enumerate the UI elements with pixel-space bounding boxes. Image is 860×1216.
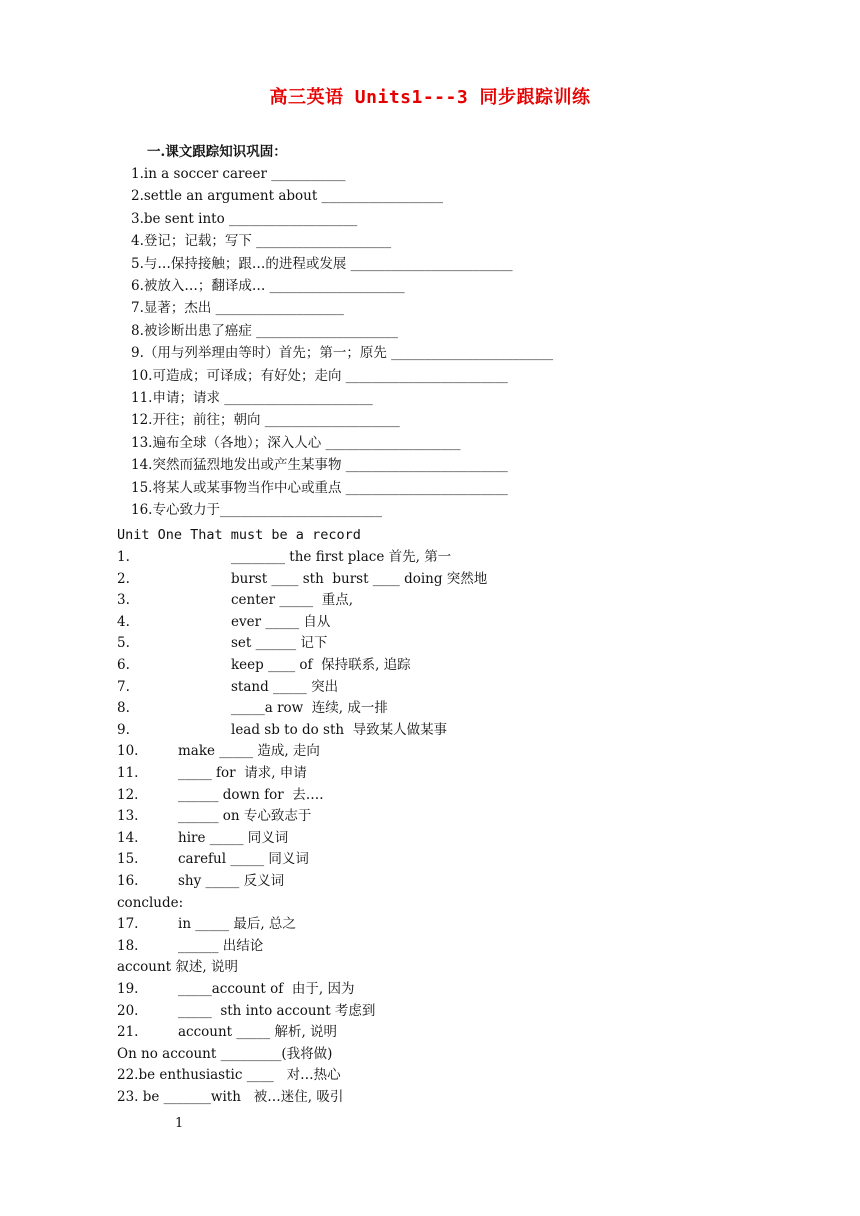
vocab-item: On no account _________(我将做) bbox=[117, 1045, 333, 1062]
item-number: 20. bbox=[117, 1002, 139, 1019]
vocab-item: 22.be enthusiastic ____ 对…热心 bbox=[117, 1067, 341, 1084]
exercise-item: 15.将某人或某事物当作中心或重点 ________________________ bbox=[131, 479, 508, 496]
vocab-item: careful _____ 同义词 bbox=[178, 851, 309, 868]
item-number: 16. bbox=[117, 873, 139, 889]
vocab-item: set ______ 记下 bbox=[231, 635, 328, 652]
vocab-item: 23. be _______with 被…迷住, 吸引 bbox=[117, 1089, 344, 1105]
vocab-item: ______ 出结论 bbox=[178, 937, 264, 954]
item-number: 12. bbox=[117, 786, 139, 803]
vocab-item: lead sb to do sth 导致某人做某事 bbox=[231, 721, 448, 738]
unit-heading: Unit One That must be a record bbox=[117, 527, 361, 543]
exercise-item: 6.被放入…；翻译成… ____________________ bbox=[131, 278, 405, 294]
item-number: 6. bbox=[117, 657, 130, 673]
exercise-item: 3.be sent into ___________________ bbox=[131, 210, 358, 227]
vocab-item: in _____ 最后, 总之 bbox=[178, 916, 296, 933]
exercise-item: 14.突然而猛烈地发出或产生某事物 ________________________ bbox=[131, 457, 508, 474]
vocab-item: conclude: bbox=[117, 894, 184, 911]
exercise-item: 8.被诊断出患了癌症 _____________________ bbox=[131, 322, 398, 339]
vocab-item: hire _____ 同义词 bbox=[178, 829, 289, 846]
item-number: 8. bbox=[117, 700, 130, 717]
item-number: 2. bbox=[117, 570, 130, 587]
exercise-item: 5.与…保持接触；跟…的进程或发展 ________________________ bbox=[131, 255, 513, 272]
item-number: 3. bbox=[117, 592, 130, 609]
document-title: 高三英语 Units1---3 同步跟踪训练 bbox=[269, 87, 591, 108]
section-heading: 一.课文跟踪知识巩固： bbox=[147, 144, 287, 160]
exercise-item: 13.遍布全球（各地）；深入人心 ____________________ bbox=[131, 434, 461, 451]
exercise-item: 1.in a soccer career ___________ bbox=[131, 166, 346, 182]
vocab-item: keep ____ of 保持联系, 追踪 bbox=[231, 657, 411, 673]
vocab-item: _____account of 由于, 因为 bbox=[178, 981, 355, 997]
item-number: 14. bbox=[117, 829, 139, 846]
item-number: 10. bbox=[117, 743, 139, 760]
item-number: 7. bbox=[117, 678, 130, 695]
item-number: 1. bbox=[117, 549, 130, 565]
exercise-item: 2.settle an argument about __________________ bbox=[131, 188, 444, 205]
vocab-item: ever _____ 自从 bbox=[231, 613, 331, 630]
item-number: 13. bbox=[117, 808, 139, 825]
exercise-item: 10.可造成；可译成；有好处；走向 ________________________ bbox=[131, 367, 508, 384]
vocab-item: stand _____ 突出 bbox=[231, 678, 339, 695]
item-number: 18. bbox=[117, 937, 139, 954]
item-number: 5. bbox=[117, 635, 130, 652]
exercise-item: 9.（用与列举理由等时）首先；第一；原先 ________________________ bbox=[131, 345, 554, 362]
vocab-item: shy _____ 反义词 bbox=[178, 873, 285, 889]
vocab-item: make _____ 造成, 走向 bbox=[178, 743, 320, 760]
item-number: 19. bbox=[117, 981, 139, 997]
vocab-item: account 叙述, 说明 bbox=[117, 959, 238, 976]
vocab-item: center _____ 重点, bbox=[231, 592, 354, 609]
exercise-item: 16.专心致力于________________________ bbox=[131, 502, 382, 518]
item-number: 9. bbox=[117, 721, 130, 738]
exercise-item: 11.申请；请求 ______________________ bbox=[131, 390, 373, 406]
vocab-item: ________ the first place 首先, 第一 bbox=[231, 549, 452, 565]
exercise-item: 7.显著；杰出 ___________________ bbox=[131, 300, 344, 317]
item-number: 15. bbox=[117, 851, 139, 868]
vocab-item: _____ sth into account 考虑到 bbox=[178, 1002, 376, 1019]
vocab-item: ______ on 专心致志于 bbox=[178, 808, 312, 825]
item-number: 17. bbox=[117, 916, 139, 933]
exercise-item: 4.登记；记载；写下 ____________________ bbox=[131, 233, 392, 250]
item-number: 4. bbox=[117, 613, 130, 630]
vocab-item: _____a row 连续, 成一排 bbox=[231, 700, 388, 717]
vocab-item: burst ____ sth burst ____ doing 突然地 bbox=[231, 570, 488, 587]
item-number: 21. bbox=[117, 1024, 139, 1041]
vocab-item: _____ for 请求, 申请 bbox=[178, 765, 307, 781]
item-number: 11. bbox=[117, 765, 139, 781]
exercise-item: 12.开往；前往；朝向 ____________________ bbox=[131, 412, 400, 429]
vocab-item: account _____ 解析, 说明 bbox=[178, 1024, 338, 1041]
vocab-item: ______ down for 去…. bbox=[178, 786, 324, 803]
page-number: 1 bbox=[175, 1116, 184, 1131]
